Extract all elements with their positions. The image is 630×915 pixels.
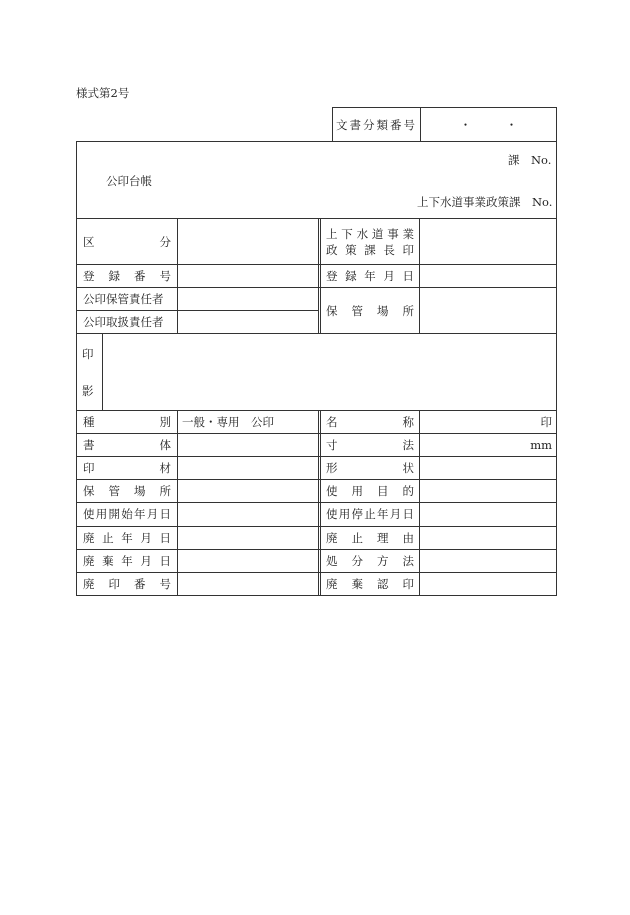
seal-impression-area[interactable]: [103, 334, 556, 410]
handler-value[interactable]: [178, 311, 318, 333]
detail-left-value[interactable]: [182, 434, 316, 456]
storage-location-label: 保 管 場 所: [326, 303, 414, 318]
detail-right-label: 使用停止年月日: [326, 507, 414, 521]
detail-right-value[interactable]: 印: [540, 415, 552, 429]
detail-left-label: 廃 印 番 号: [83, 577, 171, 591]
registration-number-label: 登 録 番 号: [83, 269, 171, 283]
detail-left-value[interactable]: [182, 480, 316, 502]
detail-right-value[interactable]: [422, 527, 552, 549]
doc-class-label: 文書分類番号: [336, 117, 417, 132]
storage-location-value[interactable]: [420, 288, 556, 333]
detail-right-value[interactable]: [422, 480, 552, 502]
detail-right-label: 廃 止 理 由: [326, 531, 414, 545]
dept-number-label: 上下水道事業政策課 No.: [417, 195, 553, 209]
detail-right-label: 処 分 方 法: [326, 554, 414, 568]
handler-label: 公印取扱責任者: [83, 315, 164, 329]
detail-right-value[interactable]: [422, 573, 552, 595]
detail-left-value[interactable]: [182, 527, 316, 549]
detail-right-value[interactable]: [422, 457, 552, 479]
custodian-label: 公印保管責任者: [83, 292, 164, 306]
detail-left-value[interactable]: [182, 573, 316, 595]
kubun-label: 区 分: [83, 234, 171, 249]
detail-left-value[interactable]: 一般・専用 公印: [182, 415, 274, 429]
detail-left-label: 書 体: [83, 438, 171, 452]
approver-seal-value[interactable]: [420, 219, 556, 264]
registration-date-label: 登録年月日: [326, 269, 414, 283]
detail-left-label: 種 別: [83, 415, 171, 429]
approver-seal-label: 上下水道事業 政策課長印: [326, 226, 414, 257]
detail-left-label: 使用開始年月日: [83, 507, 171, 521]
detail-left-label: 廃棄年月日: [83, 554, 171, 568]
detail-left-label: 印 材: [83, 461, 171, 475]
detail-left-value[interactable]: [182, 503, 316, 525]
doc-class-value[interactable]: ・ ・: [459, 117, 518, 132]
seal-impression-label-bottom: 影: [82, 384, 94, 398]
detail-right-value[interactable]: [422, 550, 552, 572]
detail-right-label: 寸 法: [326, 438, 414, 452]
form-number: 様式第2号: [76, 86, 130, 100]
detail-right-label: 形 状: [326, 461, 414, 475]
detail-right-label: 使 用 目 的: [326, 484, 414, 498]
detail-right-label: 廃 棄 認 印: [326, 577, 414, 591]
detail-left-value[interactable]: [182, 457, 316, 479]
detail-left-label: 廃止年月日: [83, 531, 171, 545]
seal-impression-label-top: 印: [82, 347, 94, 361]
ka-number-label: 課 No.: [508, 153, 552, 167]
registration-number-value[interactable]: [178, 265, 318, 287]
detail-right-value[interactable]: mm: [530, 438, 552, 452]
kubun-value[interactable]: [178, 219, 318, 264]
detail-left-value[interactable]: [182, 550, 316, 572]
detail-right-label: 名 称: [326, 415, 414, 429]
registration-date-value[interactable]: [420, 265, 556, 287]
detail-right-value[interactable]: [422, 503, 552, 525]
custodian-value[interactable]: [178, 288, 318, 310]
detail-left-label: 保 管 場 所: [83, 484, 171, 498]
ledger-title: 公印台帳: [106, 174, 152, 188]
